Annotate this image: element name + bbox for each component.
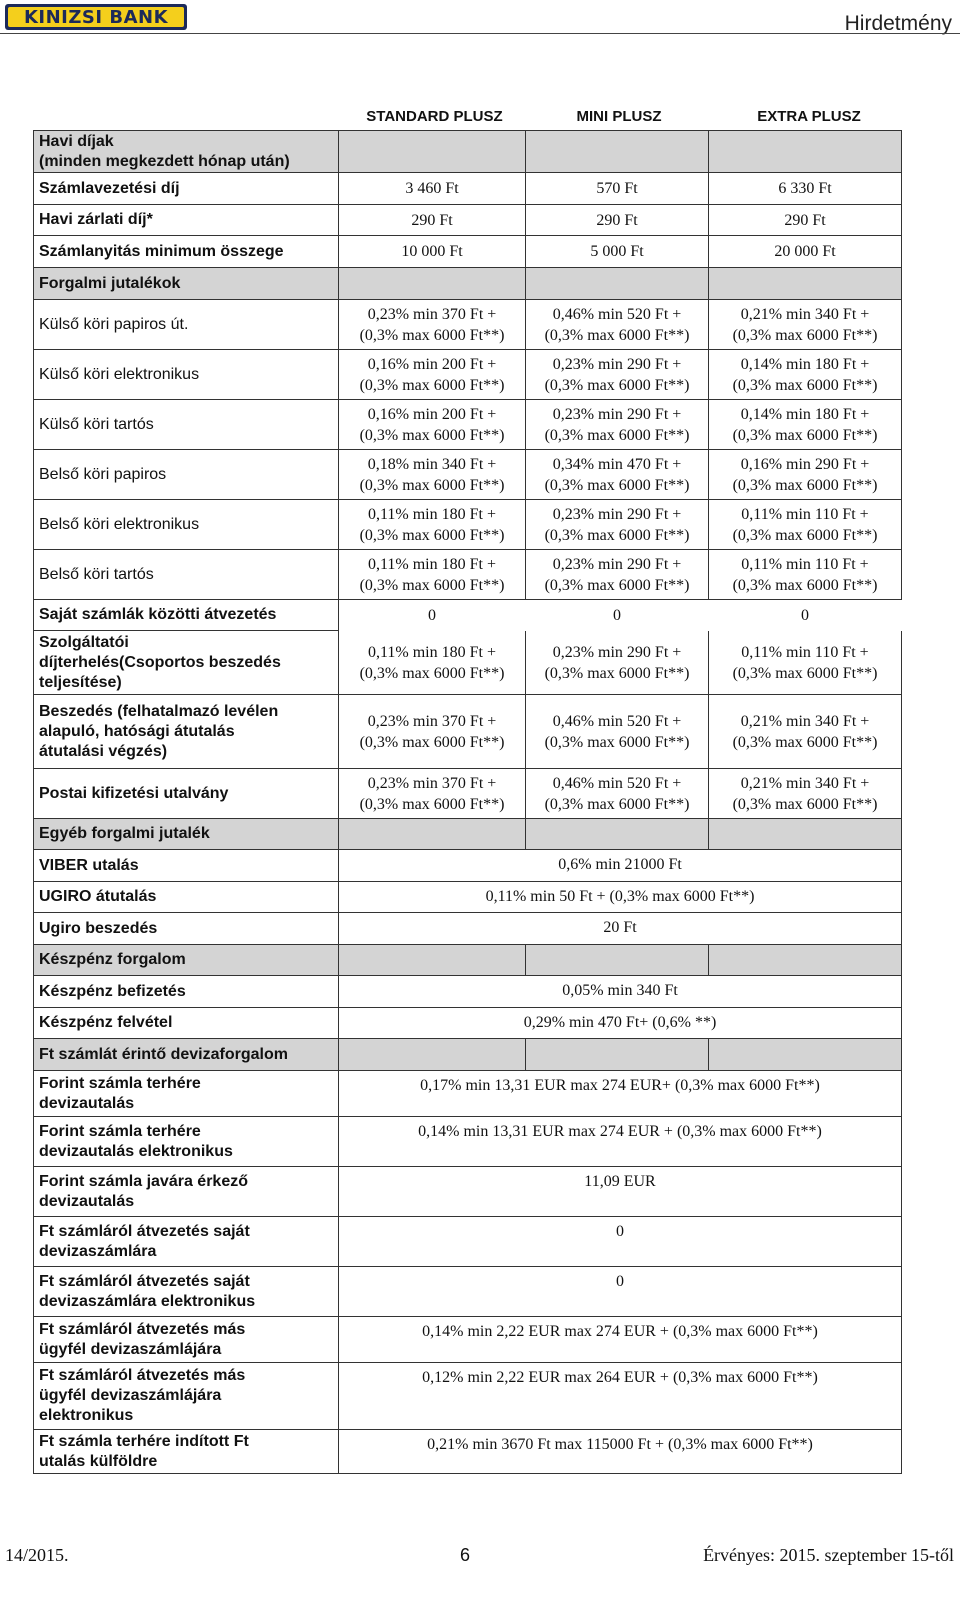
row-label: Ft számláról átvezetés saját devizaszámlára — [34, 1217, 339, 1267]
fee-table — [33, 130, 902, 1474]
table-row — [34, 550, 902, 600]
all-packages-cell: 0 — [339, 1217, 902, 1267]
table-row — [34, 450, 902, 500]
row-label: Havi díjak (minden megkezdett hónap után) — [34, 131, 339, 173]
footer-validity: Érvényes: 2015. szeptember 15-től — [703, 1545, 954, 1565]
extra-plusz-cell: 0,21% min 340 Ft + (0,3% max 6000 Ft**) — [709, 695, 902, 769]
all-packages-cell: 0,17% min 13,31 EUR max 274 EUR+ (0,3% max 6000 Ft**) — [339, 1071, 902, 1117]
row-label: Forgalmi jutalékok — [34, 268, 339, 300]
row-label: Külső köri elektronikus — [34, 350, 339, 400]
page-title: Hirdetmény — [844, 12, 952, 35]
extra-plusz-cell: 0,21% min 340 Ft + (0,3% max 6000 Ft**) — [709, 300, 902, 350]
table-row — [34, 695, 902, 769]
row-label: Készpénz felvétel — [34, 1008, 339, 1039]
row-label: Készpénz befizetés — [34, 976, 339, 1008]
table-row — [34, 1317, 902, 1363]
row-label: Külső köri tartós — [34, 400, 339, 450]
bank-logo — [5, 4, 187, 30]
extra-plusz-cell: 290 Ft — [709, 205, 902, 236]
extra-plusz-cell: 0,11% min 110 Ft + (0,3% max 6000 Ft**) — [709, 550, 902, 600]
section-header-cell — [709, 1039, 902, 1071]
table-row — [34, 819, 902, 850]
row-label: Ugiro beszedés — [34, 913, 339, 945]
all-packages-cell: 0,14% min 2,22 EUR max 274 EUR + (0,3% max 6000 Ft**) — [339, 1317, 902, 1363]
table-row — [34, 1363, 902, 1430]
col-head-extra: EXTRA PLUSZ — [757, 108, 861, 125]
mini-plusz-cell: 0 — [526, 600, 709, 631]
mini-plusz-cell: 0,46% min 520 Ft + (0,3% max 6000 Ft**) — [526, 695, 709, 769]
standard-plusz-cell: 0,23% min 370 Ft + (0,3% max 6000 Ft**) — [339, 769, 526, 819]
table-row — [34, 131, 902, 173]
section-header-cell — [339, 819, 526, 850]
all-packages-cell: 0,6% min 21000 Ft — [339, 850, 902, 882]
table-row — [34, 913, 902, 945]
mini-plusz-cell: 0,23% min 290 Ft + (0,3% max 6000 Ft**) — [526, 500, 709, 550]
table-row — [34, 173, 902, 205]
table-row — [34, 945, 902, 976]
mini-plusz-cell: 570 Ft — [526, 173, 709, 205]
section-header-cell — [709, 945, 902, 976]
column-headers — [347, 108, 901, 130]
row-label: Ft számla terhére indított Ft utalás külföldre — [34, 1430, 339, 1474]
row-label: VIBER utalás — [34, 850, 339, 882]
table-row — [34, 1217, 902, 1267]
all-packages-cell: 11,09 EUR — [339, 1167, 902, 1217]
extra-plusz-cell: 0,14% min 180 Ft + (0,3% max 6000 Ft**) — [709, 400, 902, 450]
row-label: Havi zárlati díj* — [34, 205, 339, 236]
all-packages-cell: 0,11% min 50 Ft + (0,3% max 6000 Ft**) — [339, 882, 902, 913]
all-packages-cell: 20 Ft — [339, 913, 902, 945]
mini-plusz-cell: 0,23% min 290 Ft + (0,3% max 6000 Ft**) — [526, 631, 709, 695]
extra-plusz-cell: 0,21% min 340 Ft + (0,3% max 6000 Ft**) — [709, 769, 902, 819]
row-label: UGIRO átutalás — [34, 882, 339, 913]
mini-plusz-cell: 0,34% min 470 Ft + (0,3% max 6000 Ft**) — [526, 450, 709, 500]
mini-plusz-cell: 0,23% min 290 Ft + (0,3% max 6000 Ft**) — [526, 550, 709, 600]
all-packages-cell: 0,05% min 340 Ft — [339, 976, 902, 1008]
row-label: Belső köri papiros — [34, 450, 339, 500]
mini-plusz-cell: 0,46% min 520 Ft + (0,3% max 6000 Ft**) — [526, 300, 709, 350]
header-divider — [0, 33, 960, 34]
table-row — [34, 400, 902, 450]
extra-plusz-cell: 6 330 Ft — [709, 173, 902, 205]
all-packages-cell: 0,29% min 470 Ft+ (0,6% **) — [339, 1008, 902, 1039]
table-row — [34, 600, 902, 631]
row-label: Számlanyitás minimum összege — [34, 236, 339, 268]
table-row — [34, 976, 902, 1008]
standard-plusz-cell: 0 — [339, 600, 526, 631]
extra-plusz-cell: 0,11% min 110 Ft + (0,3% max 6000 Ft**) — [709, 631, 902, 695]
col-head-mini: MINI PLUSZ — [576, 108, 662, 125]
table-row — [34, 850, 902, 882]
row-label: Egyéb forgalmi jutalék — [34, 819, 339, 850]
row-label: Ft számláról átvezetés más ügyfél devizaszámlájára — [34, 1317, 339, 1363]
standard-plusz-cell: 0,16% min 200 Ft + (0,3% max 6000 Ft**) — [339, 400, 526, 450]
standard-plusz-cell: 290 Ft — [339, 205, 526, 236]
row-label: Külső köri papiros út. — [34, 300, 339, 350]
table-row — [34, 1167, 902, 1217]
section-header-cell — [339, 1039, 526, 1071]
standard-plusz-cell: 0,11% min 180 Ft + (0,3% max 6000 Ft**) — [339, 500, 526, 550]
table-row — [34, 500, 902, 550]
standard-plusz-cell: 0,23% min 370 Ft + (0,3% max 6000 Ft**) — [339, 695, 526, 769]
row-label: Postai kifizetési utalvány — [34, 769, 339, 819]
row-label: Belső köri tartós — [34, 550, 339, 600]
standard-plusz-cell: 0,23% min 370 Ft + (0,3% max 6000 Ft**) — [339, 300, 526, 350]
table-row — [34, 1071, 902, 1117]
table-row — [34, 769, 902, 819]
standard-plusz-cell: 0,16% min 200 Ft + (0,3% max 6000 Ft**) — [339, 350, 526, 400]
row-label: Készpénz forgalom — [34, 945, 339, 976]
table-row — [34, 205, 902, 236]
section-header-cell — [526, 268, 709, 300]
row-label: Ft számláról átvezetés más ügyfél devizaszámlájára elektronikus — [34, 1363, 339, 1430]
row-label: Ft számlát érintő devizaforgalom — [34, 1039, 339, 1071]
footer-page-number: 6 — [460, 1545, 471, 1565]
standard-plusz-cell: 0,18% min 340 Ft + (0,3% max 6000 Ft**) — [339, 450, 526, 500]
row-label: Saját számlák közötti átvezetés — [34, 600, 339, 631]
section-header-cell — [339, 268, 526, 300]
standard-plusz-cell: 10 000 Ft — [339, 236, 526, 268]
row-label: Ft számláról átvezetés saját devizaszámlára elektronikus — [34, 1267, 339, 1317]
mini-plusz-cell: 5 000 Ft — [526, 236, 709, 268]
table-row — [34, 882, 902, 913]
row-label: Számlavezetési díj — [34, 173, 339, 205]
table-row — [34, 1008, 902, 1039]
section-header-cell — [709, 268, 902, 300]
row-label: Belső köri elektronikus — [34, 500, 339, 550]
table-row — [34, 1267, 902, 1317]
section-header-cell — [526, 819, 709, 850]
row-label: Forint számla javára érkező devizautalás — [34, 1167, 339, 1217]
standard-plusz-cell: 0,11% min 180 Ft + (0,3% max 6000 Ft**) — [339, 631, 526, 695]
table-row — [34, 268, 902, 300]
extra-plusz-cell: 0,11% min 110 Ft + (0,3% max 6000 Ft**) — [709, 500, 902, 550]
row-label: Beszedés (felhatalmazó levélen alapuló, hatósági átutalás átutalási végzés) — [34, 695, 339, 769]
section-header-cell — [526, 1039, 709, 1071]
row-label: Forint számla terhére devizautalás — [34, 1071, 339, 1117]
all-packages-cell: 0 — [339, 1267, 902, 1317]
extra-plusz-cell: 20 000 Ft — [709, 236, 902, 268]
table-row — [34, 1117, 902, 1167]
section-header-cell — [339, 131, 526, 173]
section-header-cell — [526, 131, 709, 173]
all-packages-cell: 0,21% min 3670 Ft max 115000 Ft + (0,3% max 6000 Ft**) — [339, 1430, 902, 1474]
table-row — [34, 631, 902, 695]
mini-plusz-cell: 290 Ft — [526, 205, 709, 236]
row-label: Szolgáltatói díjterhelés(Csoportos beszedés teljesítése) — [34, 631, 339, 695]
mini-plusz-cell: 0,23% min 290 Ft + (0,3% max 6000 Ft**) — [526, 400, 709, 450]
all-packages-cell: 0,12% min 2,22 EUR max 264 EUR + (0,3% max 6000 Ft**) — [339, 1363, 902, 1430]
mini-plusz-cell: 0,23% min 290 Ft + (0,3% max 6000 Ft**) — [526, 350, 709, 400]
section-header-cell — [526, 945, 709, 976]
mini-plusz-cell: 0,46% min 520 Ft + (0,3% max 6000 Ft**) — [526, 769, 709, 819]
all-packages-cell: 0,14% min 13,31 EUR max 274 EUR + (0,3% max 6000 Ft**) — [339, 1117, 902, 1167]
table-row — [34, 1430, 902, 1474]
table-row — [34, 1039, 902, 1071]
section-header-cell — [709, 131, 902, 173]
table-row — [34, 300, 902, 350]
table-row — [34, 350, 902, 400]
section-header-cell — [339, 945, 526, 976]
row-label: Forint számla terhére devizautalás elektronikus — [34, 1117, 339, 1167]
extra-plusz-cell: 0,14% min 180 Ft + (0,3% max 6000 Ft**) — [709, 350, 902, 400]
extra-plusz-cell: 0,16% min 290 Ft + (0,3% max 6000 Ft**) — [709, 450, 902, 500]
col-head-standard: STANDARD PLUSZ — [366, 108, 503, 125]
footer-doc-number: 14/2015. — [5, 1545, 69, 1565]
logo-text: KINIZSI BANK — [23, 6, 169, 28]
standard-plusz-cell: 0,11% min 180 Ft + (0,3% max 6000 Ft**) — [339, 550, 526, 600]
standard-plusz-cell: 3 460 Ft — [339, 173, 526, 205]
section-header-cell — [709, 819, 902, 850]
table-row — [34, 236, 902, 268]
extra-plusz-cell: 0 — [709, 600, 902, 631]
